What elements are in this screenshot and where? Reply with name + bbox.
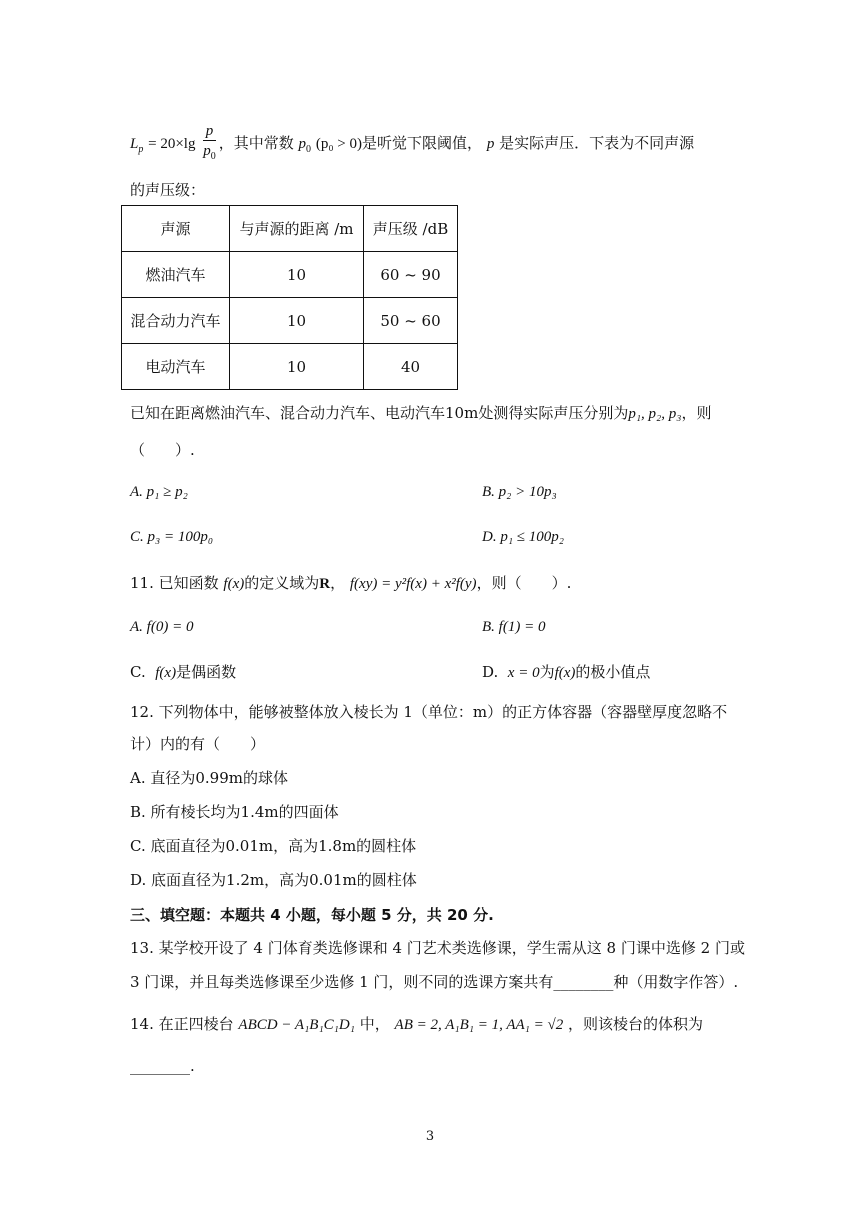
section-heading: 三、填空题：本题共 4 小题，每小题 5 分，共 20 分.	[130, 906, 494, 924]
q11-option-c-text: 是偶函数	[176, 663, 237, 681]
p0-condition: (p₀ > 0)	[315, 136, 363, 152]
p0-var: p	[298, 136, 307, 152]
q11-option-b: B. f(1) = 0	[482, 619, 546, 635]
fraction-denominator: p	[203, 143, 211, 159]
table-cell: 燃油汽车	[122, 252, 230, 298]
table-row	[122, 344, 458, 390]
q12-stem-line-2: 计）内的有（ ）	[130, 735, 266, 753]
table-row	[122, 252, 458, 298]
q14-line-2: ________.	[130, 1057, 195, 1075]
table-cell: 40	[364, 344, 458, 390]
formula-lhs: L	[130, 136, 139, 152]
sound-level-table	[121, 205, 458, 390]
table-row	[122, 298, 458, 344]
q11-stem-a: 11. 已知函数	[130, 574, 219, 592]
q11-option-d-math-1: x = 0	[507, 665, 540, 681]
q11-option-d-text-2: 的极小值点	[575, 663, 651, 681]
q14-condition: AB = 2, A₁B₁ = 1, AA₁ = √2	[394, 1017, 564, 1033]
q13-line-1: 13. 某学校开设了 4 门体育类选修课和 4 门艺术类选修课，学生需从这 8 门课中选修 2 门或	[130, 939, 745, 957]
formula-lhs-sub: p	[138, 144, 144, 155]
table-cell: 50 ~ 60	[364, 298, 458, 344]
q12-option-b: B. 所有棱长均为1.4m的四面体	[130, 803, 339, 821]
q11-stem-b: 的定义域为	[244, 574, 320, 592]
q11-option-a: A. f(0) = 0	[130, 619, 194, 635]
q11-real-set: R	[319, 576, 331, 592]
q10-vars: p₁, p₂, p₃	[628, 406, 682, 422]
fraction-numerator: p	[203, 122, 216, 141]
q12-option-a: A. 直径为0.99m的球体	[130, 769, 288, 787]
q11-option-d-math-2: f(x)	[554, 665, 576, 681]
q10-stem-line-2: （ ）.	[130, 441, 195, 459]
q14-solid: ABCD − A₁B₁C₁D₁	[238, 1017, 355, 1033]
q11-stem-c: ，	[330, 574, 346, 592]
table-cell: 10	[230, 252, 364, 298]
q10-option-a: A. p₁ ≥ p₂	[130, 484, 188, 500]
q11-option-c: C. f(x)是偶函数	[130, 663, 237, 681]
p0-sub: 0	[306, 144, 312, 155]
q12-stem-line-1: 12. 下列物体中，能够被整体放入棱长为 1（单位：m）的正方体容器（容器壁厚度忽略不	[130, 703, 728, 721]
q14-line-1	[130, 1014, 703, 1035]
formula-eq: = 20×lg	[148, 136, 196, 152]
q11-stem	[130, 573, 571, 594]
q11-option-c-math: f(x)	[155, 665, 177, 681]
q14-text-c: ，则该棱台的体积为	[568, 1015, 704, 1033]
q14-text-a: 14. 在正四棱台	[130, 1015, 234, 1033]
q10-stem-line-1	[130, 403, 712, 424]
fraction-denominator-sub: 0	[210, 151, 216, 162]
intro-text-3: 是实际声压．下表为不同声源	[499, 134, 695, 152]
q10-option-b: B. p₂ > 10p₃	[482, 484, 557, 500]
table-cell: 混合动力汽车	[122, 298, 230, 344]
page-number: 3	[425, 1129, 435, 1144]
table-header: 声源	[122, 206, 230, 252]
q11-fx: f(x)	[223, 576, 245, 592]
table-cell: 10	[230, 344, 364, 390]
table-cell: 60 ~ 90	[364, 252, 458, 298]
table-header-row	[122, 206, 458, 252]
q13-line-2: 3 门课，并且每类选修课至少选修 1 门，则不同的选课方案共有________种（用数字作答）.	[130, 973, 739, 991]
q11-option-d-text-1: 为	[539, 663, 555, 681]
q14-text-b: 中，	[359, 1015, 390, 1033]
p-var: p	[486, 136, 495, 152]
q12-option-d: D. 底面直径为1.2m，高为0.01m的圆柱体	[130, 871, 417, 889]
intro-formula-line	[130, 122, 694, 166]
q10-option-c: C. p₃ = 100p₀	[130, 529, 214, 545]
q10-stem-text: 已知在距离燃油汽车、混合动力汽车、电动汽车10m处测得实际声压分别为	[130, 404, 629, 422]
q11-equation: f(xy) = y²f(x) + x²f(y)	[349, 576, 477, 592]
q11-stem-d: ，则（ ）.	[476, 574, 572, 592]
formula-fraction	[203, 122, 216, 166]
table-header: 与声源的距离 /m	[230, 206, 364, 252]
q10-option-d: D. p₁ ≤ 100p₂	[482, 529, 564, 545]
q12-option-c: C. 底面直径为0.01m，高为1.8m的圆柱体	[130, 837, 417, 855]
table-cell: 电动汽车	[122, 344, 230, 390]
intro-text-1: ，其中常数	[218, 134, 294, 152]
intro-text-2: 是听觉下限阈值，	[362, 134, 483, 152]
table-cell: 10	[230, 298, 364, 344]
q11-option-d: D. x = 0为f(x)的极小值点	[482, 663, 651, 681]
q10-stem-end: ，则	[681, 404, 712, 422]
table-header: 声压级 /dB	[364, 206, 458, 252]
intro-line-2: 的声压级：	[130, 181, 206, 199]
